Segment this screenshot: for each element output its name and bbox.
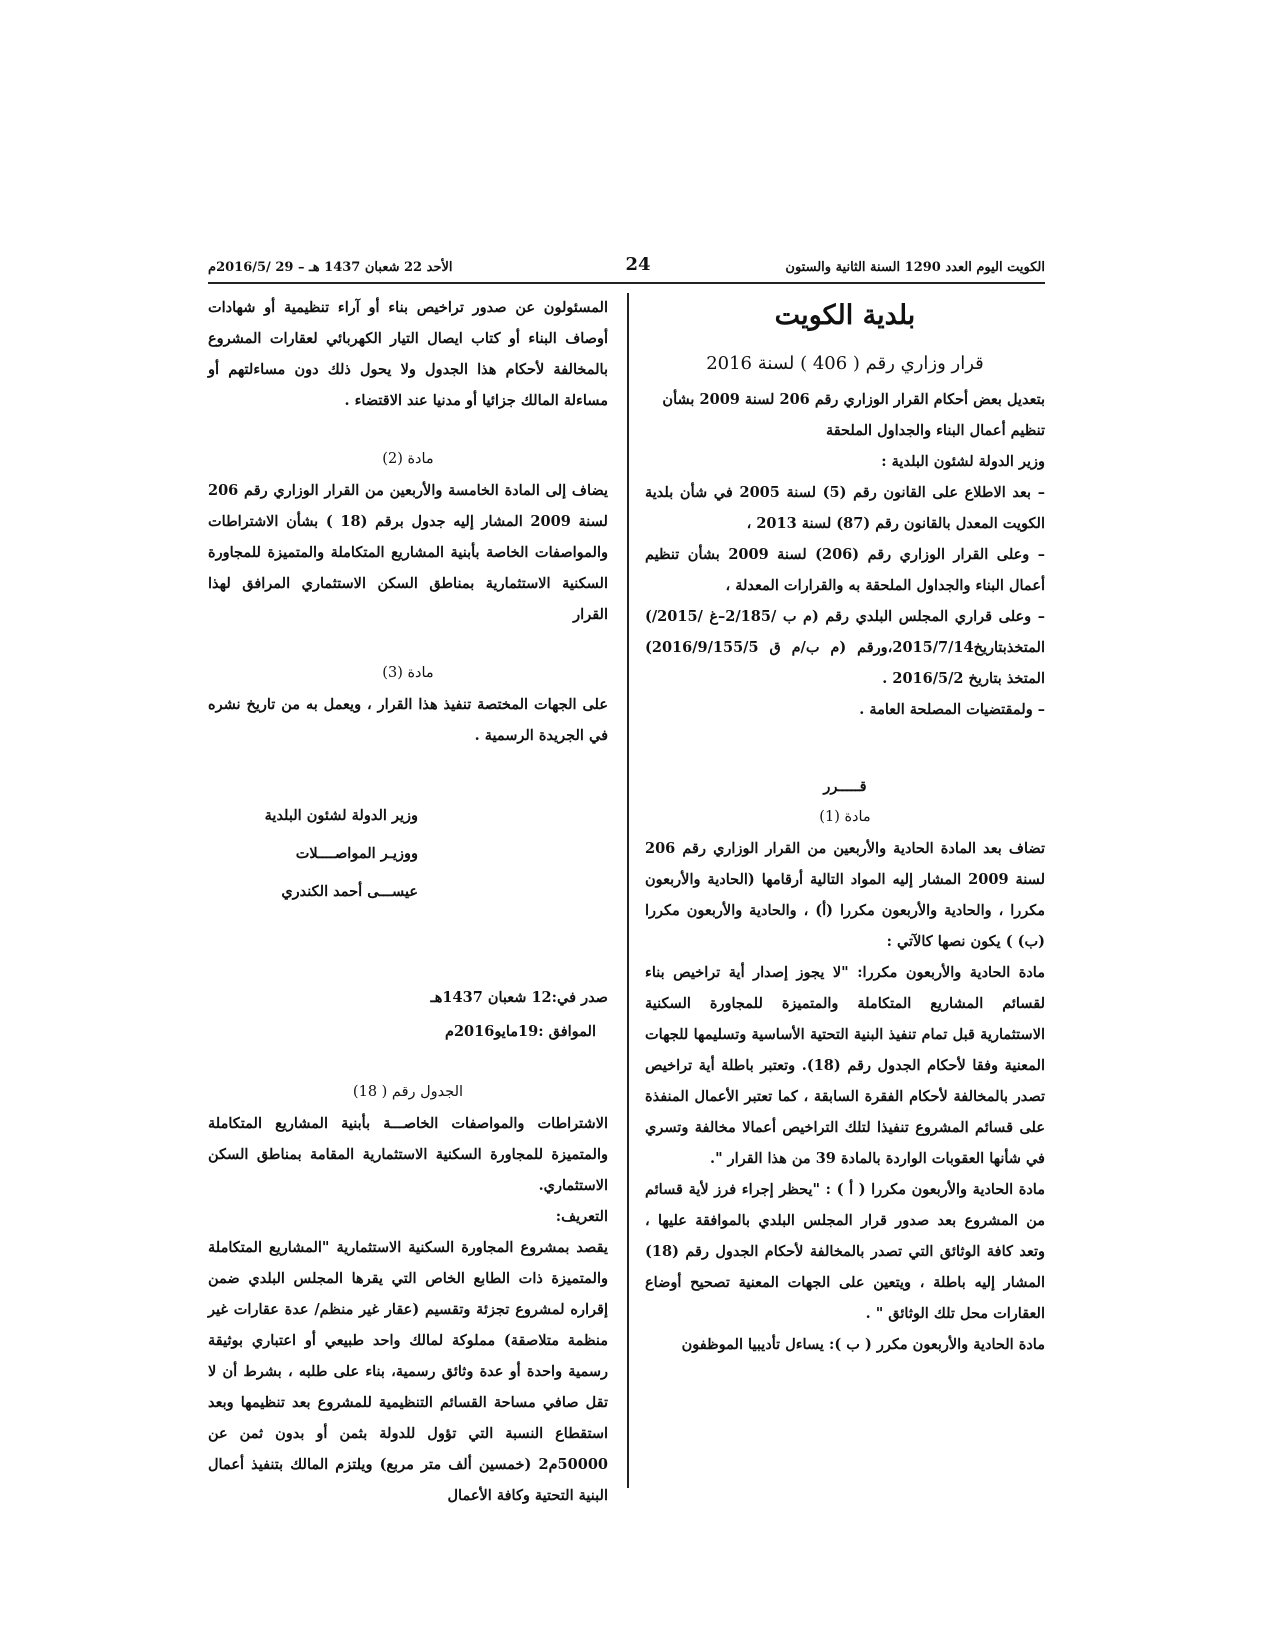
article-1-text: تضاف بعد المادة الحادية والأربعين من القرار الوزاري رقم 206 لسنة 2009 المشار إليه المواد التالية أرقامها (الحادية والأربعون مكررا ، والحادية والأربعون مكررا (أ) ، والحادية والأربعون مكررا (ب) ) يكون نصها كالآتي : [645,840,1045,950]
article-heading: مادة (2) [382,451,434,467]
preamble-item: – وعلى قراري المجلس البلدي رقم (م ب /2/185–غ /2015/) المتخذبتاريخ2015/7/14،ورقم (م ب/م ق 2016/9/155/5) المتخذ بتاريخ 2016/5/2 . [645,608,1045,687]
decree-number: قرار وزاري رقم ( 406 ) لسنة 2016 [706,353,984,374]
preamble-item: – وعلى القرار الوزاري رقم (206) لسنة 2009 بشأن تنظيم أعمال البناء والجداول الملحقة به والقرارات المعدلة ، [645,546,1045,594]
article-heading: مادة (1) [819,809,871,825]
article-41-bis-a: مادة الحادية والأربعون مكررا ( أ ) : "يحظر إجراء فرز لأية قسائم من المشروع بعد صدور قرار المجلس البلدي بالموافقة عليها ، وتعد كافة الوثائق التي تصدر بالمخالفة لأحكام الجدول رقم (18) المشار إليه باطلة ، ويتعين على الجهات المعنية تصحيح أوضاع العقارات محل تلك الوثائق " . [645,1181,1045,1322]
decides-heading: قـــــرر [823,778,867,795]
left-column [208,292,608,1511]
preamble-item: – ولمقتضيات المصلحة العامة . [859,701,1045,718]
article-41-bis-b: مادة الحادية والأربعون مكرر ( ب ): يساءل تأديبيا الموظفون [681,1336,1045,1353]
page-title: بلدية الكويت [774,300,916,331]
article-3-text: على الجهات المختصة تنفيذ هذا القرار ، ويعمل به من تاريخ نشره في الجريدة الرسمية . [208,696,608,744]
table-heading: الجدول رقم ( 18) [352,1084,464,1100]
table-title: الاشتراطات والمواصفات الخاصـــة بأبنية المشاريع المتكاملة والمتميزة للمجاورة السكنية الاستثمارية المقامة بمناطق السكن الاستثماري. [208,1115,608,1194]
page-number: 24 [625,254,651,275]
definition-heading: التعريف: [555,1208,608,1225]
header-publication: الكويت اليوم العدد 1290 السنة الثانية والستون [785,260,1045,275]
signature-line: وزير الدولة لشئون البلدية [264,807,418,824]
decree-subject-cont: تنظيم أعمال البناء والجداول الملحقة [825,422,1045,439]
article-heading: مادة (3) [382,665,434,681]
column-divider [627,293,629,1488]
header-date: الأحد 22 شعبان 1437 هـ – 29 /2016/5م [208,260,453,275]
signature-line: عيســـى أحمد الكندري [281,883,418,900]
signature-line: ووزيـر المواصــــلات [295,845,418,862]
definition-text: يقصد بمشروع المجاورة السكنية الاستثمارية "المشاريع المتكاملة والمتميزة ذات الطابع الخاص التي يقرها المجلس البلدي ضمن إقراره لمشروع تجزئة وتقسيم (عقار غير منظم/ عدة عقارات غير منظمة متلاصقة) مملوكة لمالك واحد طبيعي أو اعتباري بوثيقة رسمية واحدة أو عدة وثائق رسمية، بناء على طلبه ، بشرط أن لا تقل صافي مساحة القسائم التنظيمية للمشروع بعد تنظيمها وبعد استقطاع النسبة التي تؤول للدولة بثمن أو بدون ثمن عن 50000م2 (خمسين ألف متر مربع) ويلتزم المالك بتنفيذ أعمال البنية التحتية وكافة الأعمال [208,1239,608,1504]
issued-date-gregorian: الموافق :19مايو2016م [444,1023,596,1040]
article-2-text: يضاف إلى المادة الخامسة والأربعين من القرار الوزاري رقم 206 لسنة 2009 المشار إليه جدول برقم (18 ) بشأن الاشتراطات والمواصفات الخاصة بأبنية المشاريع المتكاملة والمتميزة للمجاورة السكنية الاستثمارية بمناطق السكن الاستثماري المرافق لهذا القرار [208,482,608,623]
header-rule [208,282,1045,284]
minister-line: وزير الدولة لشئون البلدية : [881,453,1045,470]
preamble-item: – بعد الاطلاع على القانون رقم (5) لسنة 2005 في شأن بلدية الكويت المعدل بالقانون رقم (87) لسنة 2013 ، [645,484,1045,532]
article-41-bis: مادة الحادية والأربعون مكررا: "لا يجوز إصدار أية تراخيص بناء لقسائم المشاريع المتكاملة والمتميزة للمجاورة السكنية الاستثمارية قبل تمام تنفيذ البنية التحتية الأساسية وتسليمها للجهات المعنية وفقا لأحكام الجدول رقم (18). وتعتبر باطلة أية تراخيص تصدر بالمخالفة لأحكام الفقرة السابقة ، كما تعتبر الأعمال المنفذة على قسائم المشروع تنفيذا لتلك التراخيص أعمالا مخالفة وتسري في شأنها العقوبات الواردة بالمادة 39 من هذا القرار ". [645,964,1045,1167]
decree-subject: بتعديل بعض أحكام القرار الوزاري رقم 206 لسنة 2009 بشأن [662,391,1045,408]
issued-date: صدر في:12 شعبان 1437هـ [430,989,608,1006]
article-continuation: المسئولون عن صدور تراخيص بناء أو آراء تنظيمية أو شهادات أوصاف البناء أو كتاب ايصال التيار الكهربائي لعقارات المشروع بالمخالفة لأحكام هذا الجدول ولا يحول ذلك دون مساءلتهم أو مساءلة المالك جزائيا أو مدنيا عند الاقتضاء . [208,299,608,409]
page-header [208,254,1045,282]
right-column [645,292,1045,1360]
